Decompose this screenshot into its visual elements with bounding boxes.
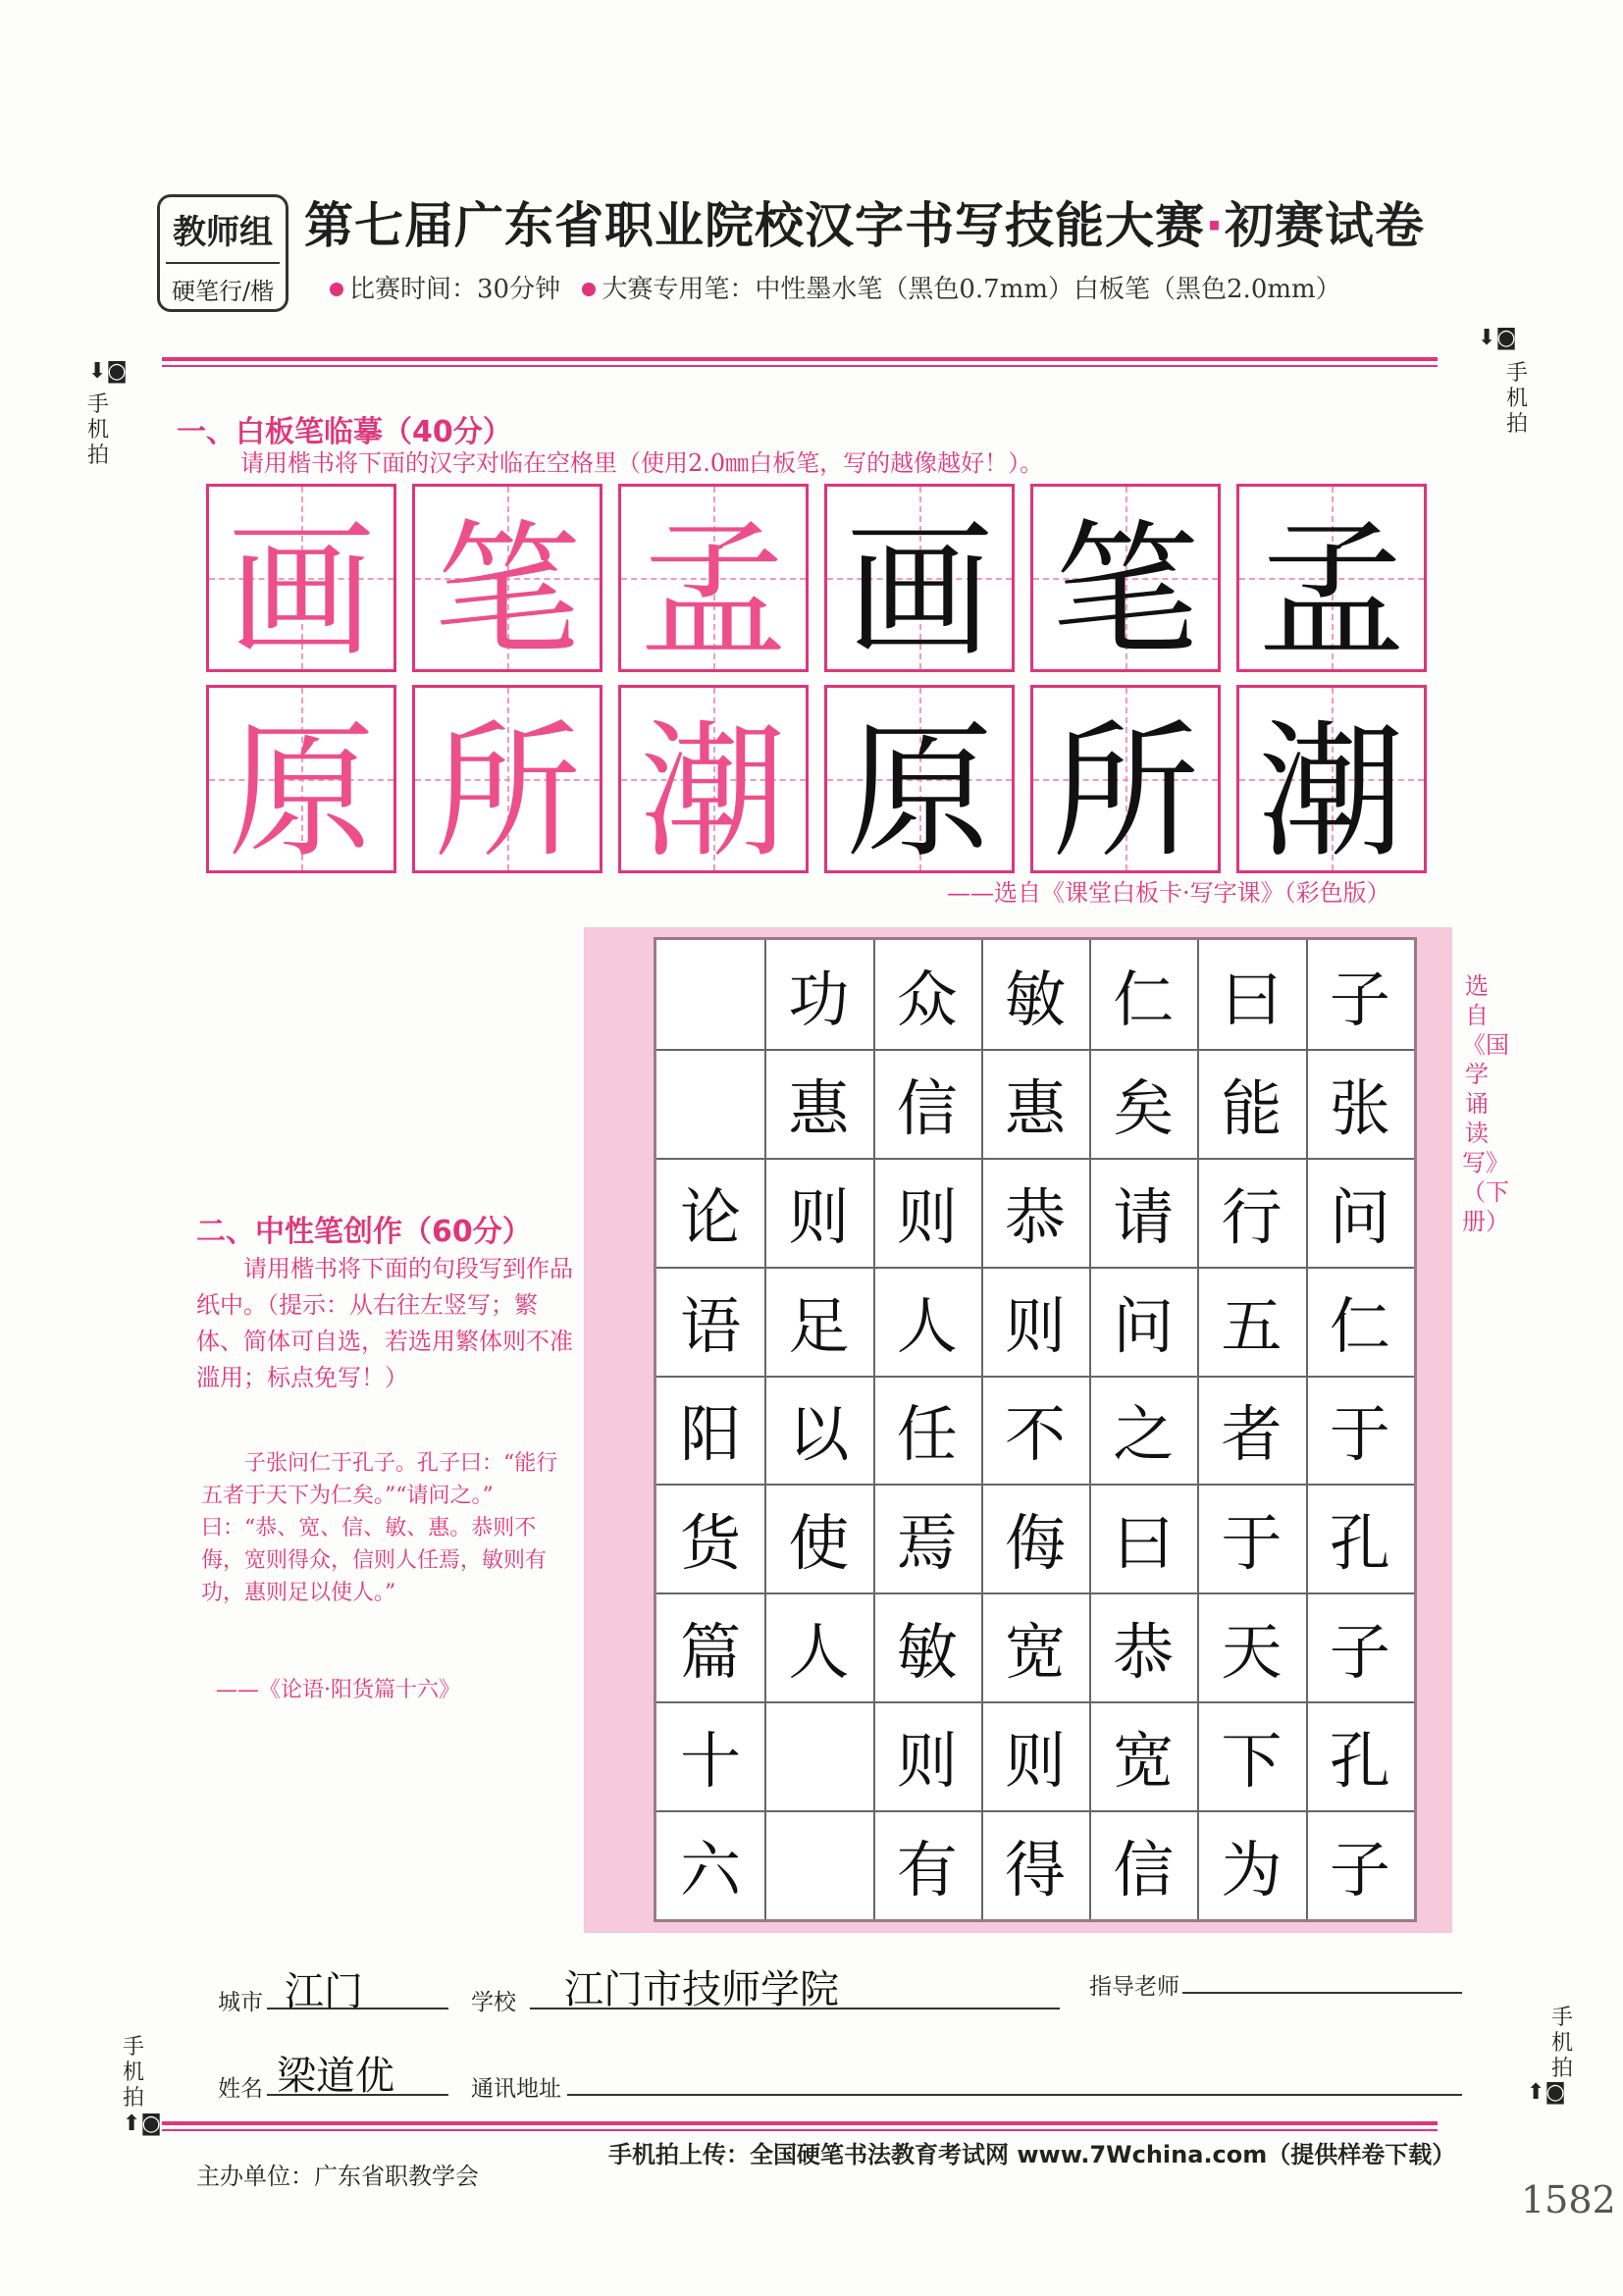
grid-character: 曰 xyxy=(1221,963,1283,1035)
camera-icon: ⬆◙ xyxy=(1527,2080,1566,2105)
teacher-line xyxy=(1182,1992,1462,1994)
grid-character: 则 xyxy=(1004,1289,1066,1362)
organizer: 主办单位：广东省职教学会 xyxy=(196,2163,479,2190)
grid-character: 以 xyxy=(788,1398,850,1471)
grid-character: 仁 xyxy=(1113,963,1175,1035)
grid-character: 有 xyxy=(896,1834,958,1906)
written-char: 孟 xyxy=(1257,506,1405,677)
writing-cell[interactable] xyxy=(1236,484,1427,677)
vertical-source: 选自《国学诵读写》（下册） xyxy=(1462,972,1509,1235)
grid-character: 五 xyxy=(1221,1289,1283,1362)
passage-source: ——《论语·阳货篇十六》 xyxy=(216,1678,460,1702)
side-label-right-top: 手机拍 xyxy=(1505,361,1528,437)
section1-title: 一、白板笔临摹（40分） xyxy=(177,415,512,449)
grid-character: 信 xyxy=(1113,1834,1175,1906)
grid-character: 为 xyxy=(1221,1834,1283,1906)
grid-character: 孔 xyxy=(1329,1725,1390,1798)
grid-character: 行 xyxy=(1221,1180,1283,1253)
footer-rule xyxy=(162,2121,1438,2125)
grid-character: 人 xyxy=(896,1289,958,1362)
written-char: 笔 xyxy=(1051,506,1199,677)
writing-cell[interactable] xyxy=(1030,685,1221,878)
grid-character: 曰 xyxy=(1113,1507,1175,1580)
model-char: 笔 xyxy=(433,506,581,677)
grid-character: 之 xyxy=(1113,1398,1175,1471)
camera-icon: ⬇◙ xyxy=(1478,326,1517,350)
grid-character: 问 xyxy=(1329,1180,1390,1253)
title-sub: 初赛试卷 xyxy=(1225,197,1425,254)
grid-character: 宽 xyxy=(1004,1616,1066,1689)
grid-character: 得 xyxy=(1004,1834,1066,1906)
grid-character xyxy=(764,1701,872,1810)
grid-character: 敏 xyxy=(1004,963,1066,1035)
title-main: 第七届广东省职业院校汉字书写技能大赛 xyxy=(304,197,1205,254)
grid-character: 能 xyxy=(1221,1071,1283,1144)
grid-character: 敏 xyxy=(896,1616,958,1689)
grid-character: 焉 xyxy=(896,1507,958,1580)
grid-character: 请 xyxy=(1113,1180,1175,1253)
pen-info: 大赛专用笔：中性墨水笔（黑色0.7mm）白板笔（黑色2.0mm） xyxy=(602,275,1341,304)
grid-character: 则 xyxy=(896,1725,958,1798)
grid-character xyxy=(656,1049,764,1158)
grid-character: 矣 xyxy=(1113,1071,1175,1144)
page-title xyxy=(304,186,1425,257)
title-dot: · xyxy=(1205,197,1225,254)
grid-character: 语 xyxy=(680,1289,742,1362)
grid-character: 者 xyxy=(1221,1398,1283,1471)
written-char: 所 xyxy=(1051,707,1199,878)
grid-character: 子 xyxy=(1329,1616,1390,1689)
grid-character: 阳 xyxy=(680,1398,742,1471)
model-cell xyxy=(618,685,809,878)
grid-character: 信 xyxy=(896,1071,958,1144)
model-char: 所 xyxy=(433,707,581,878)
section2-instruction: 请用楷书将下面的句段写到作品纸中。（提示：从右往左竖写；繁体、简体可自选，若选用繁体则不准滥用；标点免写！） xyxy=(196,1255,573,1391)
grid-character: 仁 xyxy=(1329,1289,1390,1362)
grid-character: 于 xyxy=(1221,1507,1283,1580)
grid-character: 惠 xyxy=(788,1071,850,1144)
grid-character: 货 xyxy=(680,1507,742,1580)
camera-icon: ⬆◙ xyxy=(123,2112,162,2136)
exam-info xyxy=(330,269,1341,305)
grid-character: 六 xyxy=(680,1834,742,1906)
page-number: 1582 xyxy=(1521,2178,1616,2221)
writing-cell[interactable] xyxy=(1030,484,1221,677)
camera-icon: ⬇◙ xyxy=(88,359,128,384)
badge-subtitle: 硬笔行/楷 xyxy=(171,278,275,305)
model-cell xyxy=(618,484,809,677)
copy-grid xyxy=(206,484,1433,876)
grid-character: 孔 xyxy=(1329,1507,1390,1580)
model-cell xyxy=(206,484,396,677)
grid-character: 恭 xyxy=(1113,1616,1175,1689)
grid-character: 侮 xyxy=(1004,1507,1066,1580)
badge-divider xyxy=(166,262,280,264)
city-value[interactable]: 江门 xyxy=(285,1969,363,2014)
city-label: 城市 xyxy=(218,1990,263,2015)
grid-character xyxy=(764,1810,872,1919)
writing-cell[interactable] xyxy=(1236,685,1427,878)
grid-character: 足 xyxy=(788,1289,850,1362)
model-char: 潮 xyxy=(639,707,787,878)
grid-character: 众 xyxy=(896,963,958,1035)
model-cell xyxy=(206,685,396,878)
grid-character: 子 xyxy=(1329,1834,1390,1906)
side-label-left-top: 手机拍 xyxy=(86,392,109,468)
writing-cell[interactable] xyxy=(824,484,1015,677)
grid-character: 恭 xyxy=(1004,1180,1066,1253)
grid-character: 惠 xyxy=(1004,1071,1066,1144)
grid-character: 则 xyxy=(1004,1725,1066,1798)
grid-character: 任 xyxy=(896,1398,958,1471)
model-cell xyxy=(412,685,602,878)
written-char: 画 xyxy=(845,506,993,677)
grid-character: 功 xyxy=(788,963,850,1035)
grid-character: 论 xyxy=(680,1180,742,1253)
bullet-icon xyxy=(330,283,343,296)
time-info: 比赛时间：30分钟 xyxy=(349,275,561,304)
grid-character: 下 xyxy=(1221,1725,1283,1798)
teacher-label: 指导老师 xyxy=(1089,1974,1179,2000)
grid-character: 十 xyxy=(680,1725,742,1798)
header-rule xyxy=(162,357,1438,361)
model-char: 画 xyxy=(227,506,375,677)
grid-character: 问 xyxy=(1113,1289,1175,1362)
grid-character: 宽 xyxy=(1113,1725,1175,1798)
section1-source: ——选自《课堂白板卡·写字课》（彩色版） xyxy=(947,879,1390,907)
grid-character: 子 xyxy=(1329,963,1390,1035)
grid-character: 张 xyxy=(1329,1071,1390,1144)
bullet-icon xyxy=(582,283,596,296)
name-label: 姓名 xyxy=(218,2076,263,2102)
footer-rule-thin xyxy=(162,2129,1438,2131)
source-passage: 子张问仁于孔子。孔子曰：“能行五者于天下为仁矣。”“请问之。” 曰：“恭、宽、信、敏、惠。恭则不侮，宽则得众，信则人任焉，敏则有功，惠则足以使人。” xyxy=(201,1451,558,1605)
school-label: 学校 xyxy=(471,1990,516,2015)
grid-character: 使 xyxy=(788,1507,850,1580)
address-label: 通讯地址 xyxy=(471,2076,561,2102)
grid-character xyxy=(656,940,764,1049)
grid-character: 则 xyxy=(788,1180,850,1253)
name-value[interactable]: 梁道优 xyxy=(277,2054,394,2099)
school-value[interactable]: 江门市技师学院 xyxy=(564,1967,839,2012)
upload-info: 手机拍上传：全国硬笔书法教育考试网 www.7Wchina.com（提供样卷下载） xyxy=(608,2141,1456,2168)
grid-character: 篇 xyxy=(680,1616,742,1689)
header-rule-thin xyxy=(162,365,1438,367)
grid-character: 则 xyxy=(896,1180,958,1253)
model-char: 原 xyxy=(227,707,375,878)
grid-character: 不 xyxy=(1004,1398,1066,1471)
section1-instruction: 请用楷书将下面的汉字对临在空格里（使用2.0㎜白板笔，写的越像越好！）。 xyxy=(240,449,1044,477)
section2-title: 二、中性笔创作（60分） xyxy=(196,1215,532,1249)
badge-title: 教师组 xyxy=(173,213,273,252)
address-line xyxy=(567,2094,1462,2096)
model-cell xyxy=(412,484,602,677)
side-label-right-bottom: 手机拍 xyxy=(1550,2006,1573,2081)
written-char: 潮 xyxy=(1257,707,1405,878)
written-char: 原 xyxy=(845,707,993,878)
side-label-left-bottom: 手机拍 xyxy=(122,2035,144,2111)
grid-character: 于 xyxy=(1329,1398,1390,1471)
model-char: 孟 xyxy=(639,506,787,677)
grid-character: 天 xyxy=(1221,1616,1283,1689)
grid-character: 人 xyxy=(788,1616,850,1689)
group-badge xyxy=(157,194,288,312)
composition-grid[interactable] xyxy=(654,937,1417,1922)
writing-cell[interactable] xyxy=(824,685,1015,878)
